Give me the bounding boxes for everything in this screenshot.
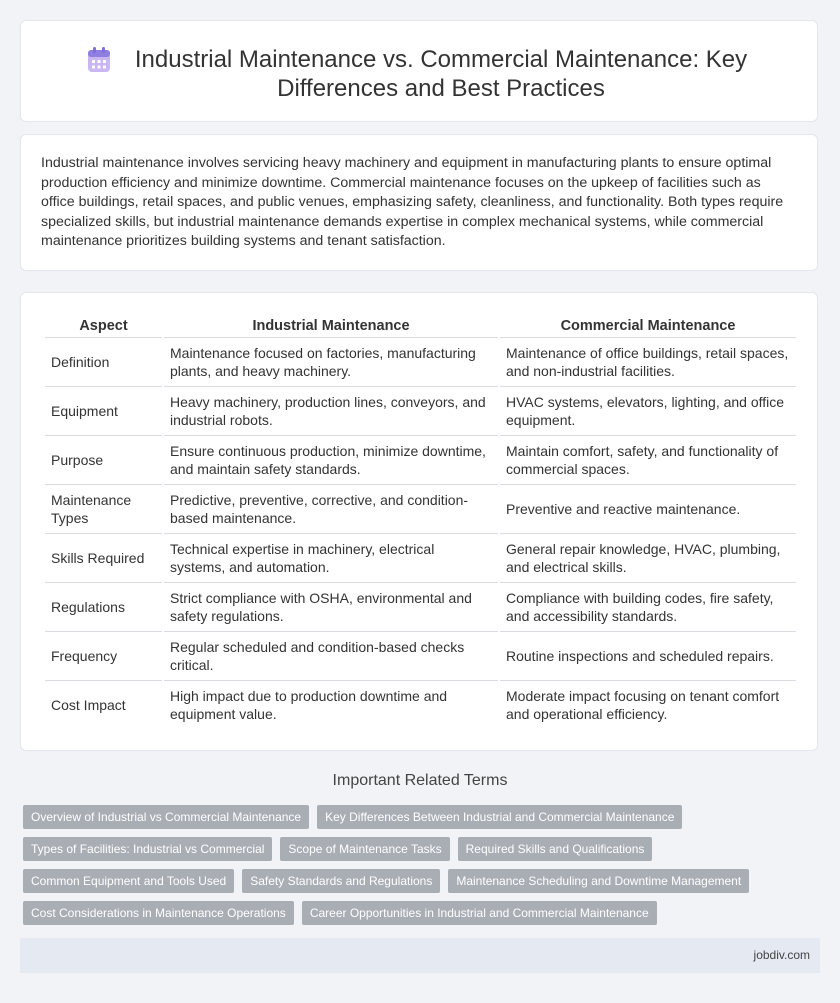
cell-industrial: Technical expertise in machinery, electrical systems, and automation. [164, 534, 498, 583]
footer-site-link[interactable]: jobdiv.com [753, 948, 810, 962]
cell-industrial: Strict compliance with OSHA, environmental and safety regulations. [164, 583, 498, 632]
cell-industrial: Regular scheduled and condition-based checks critical. [164, 632, 498, 681]
cell-aspect: Maintenance Types [45, 485, 162, 534]
comparison-table [43, 313, 798, 729]
cell-aspect: Purpose [45, 436, 162, 485]
comparison-card [20, 292, 818, 751]
cell-commercial: HVAC systems, elevators, lighting, and office equipment. [500, 387, 796, 436]
cell-commercial: Maintenance of office buildings, retail spaces, and non-industrial facilities. [500, 338, 796, 387]
cell-commercial: Preventive and reactive maintenance. [500, 485, 796, 534]
related-term-tag[interactable]: Types of Facilities: Industrial vs Commercial [23, 837, 272, 861]
cell-industrial: Maintenance focused on factories, manufacturing plants, and heavy machinery. [164, 338, 498, 387]
tag-row [23, 901, 823, 925]
header-commercial: Commercial Maintenance [500, 313, 796, 338]
header-industrial: Industrial Maintenance [164, 313, 498, 338]
table-row [45, 485, 796, 534]
title-card [20, 20, 818, 122]
related-term-tag[interactable]: Required Skills and Qualifications [458, 837, 653, 861]
table-row [45, 681, 796, 729]
cell-commercial: Compliance with building codes, fire safety, and accessibility standards. [500, 583, 796, 632]
cell-industrial: High impact due to production downtime and equipment value. [170, 688, 448, 722]
calendar-icon [87, 47, 111, 73]
cell-aspect: Cost Impact [51, 697, 126, 713]
cell-commercial: General repair knowledge, HVAC, plumbing, and electrical skills. [500, 534, 796, 583]
cell-industrial: Predictive, preventive, corrective, and condition-based maintenance. [164, 485, 498, 534]
cell-commercial: Maintain comfort, safety, and functionality of commercial spaces. [500, 436, 796, 485]
tag-row [23, 805, 823, 829]
intro-card [20, 134, 818, 271]
cell-industrial: Ensure continuous production, minimize downtime, and maintain safety standards. [164, 436, 498, 485]
related-term-tag[interactable]: Key Differences Between Industrial and Commercial Maintenance [317, 805, 682, 829]
cell-aspect: Frequency [45, 632, 162, 681]
cell-aspect: Skills Required [45, 534, 162, 583]
cell-commercial: Routine inspections and scheduled repairs. [500, 632, 796, 681]
table-row [45, 387, 796, 436]
cell-industrial: Heavy machinery, production lines, conveyors, and industrial robots. [164, 387, 498, 436]
tag-row [23, 837, 823, 861]
cell-aspect: Equipment [45, 387, 162, 436]
related-terms-list [23, 805, 823, 933]
cell-aspect: Definition [45, 338, 162, 387]
table-row [45, 583, 796, 632]
related-terms-title: Important Related Terms [332, 772, 508, 789]
related-term-tag[interactable]: Common Equipment and Tools Used [23, 869, 234, 893]
page-title: Industrial Maintenance vs. Commercial Maintenance: Key Differences and Best Practices [134, 46, 748, 102]
related-term-tag[interactable]: Career Opportunities in Industrial and Commercial Maintenance [302, 901, 657, 925]
table-row [45, 338, 796, 387]
table-header-row [45, 313, 796, 338]
cell-aspect: Regulations [45, 583, 162, 632]
tag-row [23, 869, 823, 893]
related-term-tag[interactable]: Scope of Maintenance Tasks [280, 837, 449, 861]
related-term-tag[interactable]: Cost Considerations in Maintenance Operations [23, 901, 294, 925]
table-row [45, 436, 796, 485]
footer [20, 938, 820, 973]
related-term-tag[interactable]: Overview of Industrial vs Commercial Maintenance [23, 805, 309, 829]
intro-paragraph: Industrial maintenance involves servicing heavy machinery and equipment in manufacturing plants to ensure optimal production efficiency and minimize downtime. Commercial maintenance focuses on the upkeep of facilities such as office buildings, retail spaces, and public venues, emphasizing safety, cleanliness, and functionality. Both types require specialized skills, but industrial maintenance demands expertise in complex mechanical systems, while commercial maintenance prioritizes building systems and tenant satisfaction. [41, 155, 784, 250]
header-aspect: Aspect [45, 313, 162, 338]
table-row [45, 632, 796, 681]
related-term-tag[interactable]: Maintenance Scheduling and Downtime Management [448, 869, 749, 893]
related-term-tag[interactable]: Safety Standards and Regulations [242, 869, 440, 893]
table-row [45, 534, 796, 583]
cell-commercial: Moderate impact focusing on tenant comfort and operational efficiency. [506, 688, 780, 722]
